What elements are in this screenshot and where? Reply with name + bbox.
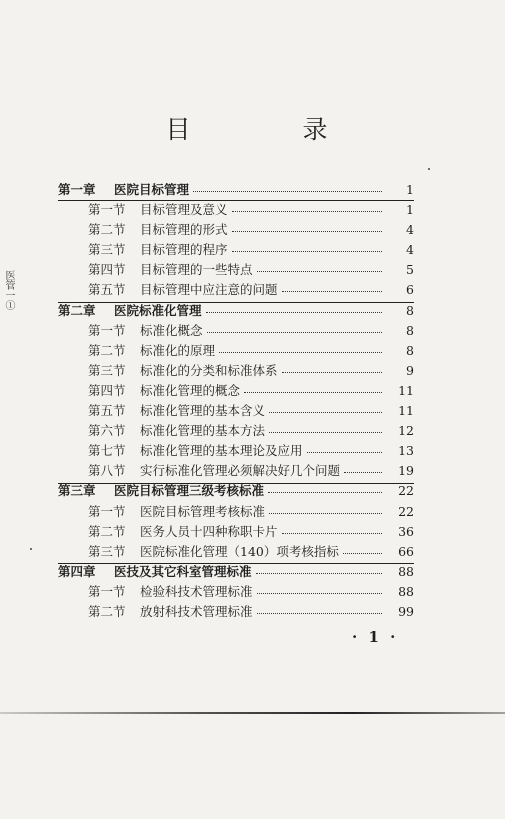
toc-page-number: 88 [398, 583, 414, 599]
section-number: 第二节 [88, 603, 126, 619]
section-title: 医院标准化管理（140）项考核指标 [140, 543, 339, 559]
section-title: 标准化管理的基本方法 [140, 423, 266, 439]
dot-leader [344, 460, 382, 473]
toc-section-row[interactable] [58, 522, 414, 542]
toc-chapter-row[interactable] [58, 481, 414, 501]
section-title: 目标管理中应注意的问题 [140, 282, 278, 298]
toc-section-row[interactable] [58, 260, 414, 280]
section-number: 第二节 [88, 342, 126, 358]
dot-leader [307, 440, 382, 453]
toc-page-number: 8 [406, 322, 414, 338]
chapter-title: 医院目标管理三级考核标准 [114, 483, 265, 499]
margin-note: 医管一① [3, 270, 14, 310]
section-title: 目标管理的一些特点 [140, 262, 253, 278]
toc-page-number: 66 [398, 543, 414, 559]
dot-leader [282, 521, 382, 534]
section-title: 标准化的分类和标准体系 [140, 362, 278, 378]
toc-page-number: 4 [406, 222, 414, 238]
toc-page-number: 99 [398, 603, 414, 619]
toc-section-row[interactable] [58, 381, 414, 401]
toc-section-row[interactable] [58, 441, 414, 461]
toc-page-number: 5 [406, 262, 414, 278]
toc-section-row[interactable] [58, 200, 414, 220]
section-title: 检验科技术管理标准 [140, 583, 253, 599]
section-number: 第一节 [88, 503, 126, 519]
paper-speck [30, 548, 32, 550]
bottom-rule [0, 712, 505, 714]
toc-chapter-row[interactable] [58, 180, 414, 200]
toc-section-row[interactable] [58, 502, 414, 522]
page-title: 目 录 [165, 115, 380, 144]
section-number: 第五节 [88, 282, 126, 298]
section-title: 标准化管理的基本理论及应用 [140, 443, 303, 459]
section-title: 目标管理的形式 [140, 222, 228, 238]
toc-section-row[interactable] [58, 542, 414, 562]
chapter-number: 第一章 [58, 182, 96, 197]
section-title: 标准化的原理 [140, 342, 216, 358]
toc-section-row[interactable] [58, 321, 414, 341]
section-number: 第二节 [88, 523, 126, 539]
toc-page-number: 22 [398, 503, 414, 519]
dot-leader [193, 179, 382, 192]
toc-section-row[interactable] [58, 401, 414, 421]
section-number: 第四节 [88, 262, 126, 278]
toc-page-number: 36 [398, 523, 414, 539]
table-of-contents [58, 180, 414, 622]
section-number: 第六节 [88, 423, 126, 439]
section-number: 第一节 [88, 202, 126, 218]
dot-leader [269, 420, 382, 433]
section-number: 第八节 [88, 463, 126, 479]
section-title: 实行标准化管理必须解决好几个问题 [140, 463, 341, 479]
toc-page-number: 12 [398, 423, 414, 439]
toc-chapter-row[interactable] [58, 562, 414, 582]
section-title: 标准化管理的概念 [140, 382, 241, 398]
dot-leader [282, 360, 382, 373]
chapter-rule [58, 200, 414, 201]
dot-leader [207, 320, 382, 333]
toc-page-number: 19 [398, 463, 414, 479]
toc-section-row[interactable] [58, 220, 414, 240]
toc-page-number: 22 [398, 483, 414, 499]
toc-page-number: 11 [398, 382, 414, 398]
toc-page-number: 1 [406, 202, 414, 218]
chapter-number: 第三章 [58, 483, 96, 499]
section-number: 第七节 [88, 443, 126, 459]
chapter-title: 医院标准化管理 [114, 302, 202, 318]
section-title: 标准化概念 [140, 322, 203, 338]
toc-page-number: 11 [398, 403, 414, 419]
toc-section-row[interactable] [58, 582, 414, 602]
toc-chapter-row[interactable] [58, 301, 414, 321]
chapter-rule [58, 302, 414, 303]
toc-page-number: 8 [406, 342, 414, 358]
toc-page-number: 9 [406, 362, 414, 378]
dot-leader [244, 380, 382, 393]
dot-leader [232, 239, 382, 252]
toc-page-number: 13 [398, 443, 414, 459]
section-number: 第三节 [88, 362, 126, 378]
section-number: 第一节 [88, 322, 126, 338]
dot-leader [257, 601, 382, 614]
section-title: 医务人员十四种称职卡片 [140, 523, 278, 539]
chapter-rule [58, 563, 414, 564]
section-number: 第三节 [88, 242, 126, 258]
toc-section-row[interactable] [58, 341, 414, 361]
section-title: 放射科技术管理标准 [140, 603, 253, 619]
dot-leader [257, 259, 382, 272]
chapter-title: 医技及其它科室管理标准 [114, 563, 252, 579]
section-number: 第四节 [88, 382, 126, 398]
toc-section-row[interactable] [58, 602, 414, 622]
toc-page-number: 6 [406, 282, 414, 298]
page-number: · 1 · [352, 628, 399, 646]
toc-section-row[interactable] [58, 240, 414, 260]
dot-leader [232, 219, 382, 232]
section-title: 目标管理的程序 [140, 242, 228, 258]
section-number: 第三节 [88, 543, 126, 559]
toc-section-row[interactable] [58, 361, 414, 381]
dot-leader [219, 340, 382, 353]
chapter-title: 医院目标管理 [114, 182, 190, 197]
toc-section-row[interactable] [58, 280, 414, 300]
toc-section-row[interactable] [58, 461, 414, 481]
toc-section-row[interactable] [58, 421, 414, 441]
chapter-number: 第四章 [58, 563, 96, 579]
section-number: 第五节 [88, 403, 126, 419]
section-title: 目标管理及意义 [140, 202, 228, 218]
dot-leader [257, 581, 382, 594]
dot-leader [269, 400, 382, 413]
section-title: 标准化管理的基本含义 [140, 403, 266, 419]
dot-leader [343, 541, 382, 554]
toc-page-number: 1 [406, 182, 414, 197]
paper-speck [428, 168, 430, 170]
toc-page-number: 8 [406, 302, 414, 318]
chapter-rule [58, 483, 414, 484]
toc-page-number: 88 [398, 563, 414, 579]
section-number: 第一节 [88, 583, 126, 599]
dot-leader [269, 501, 382, 514]
chapter-number: 第二章 [58, 302, 96, 318]
dot-leader [282, 279, 382, 292]
section-title: 医院目标管理考核标准 [140, 503, 266, 519]
toc-page-number: 4 [406, 242, 414, 258]
section-number: 第二节 [88, 222, 126, 238]
